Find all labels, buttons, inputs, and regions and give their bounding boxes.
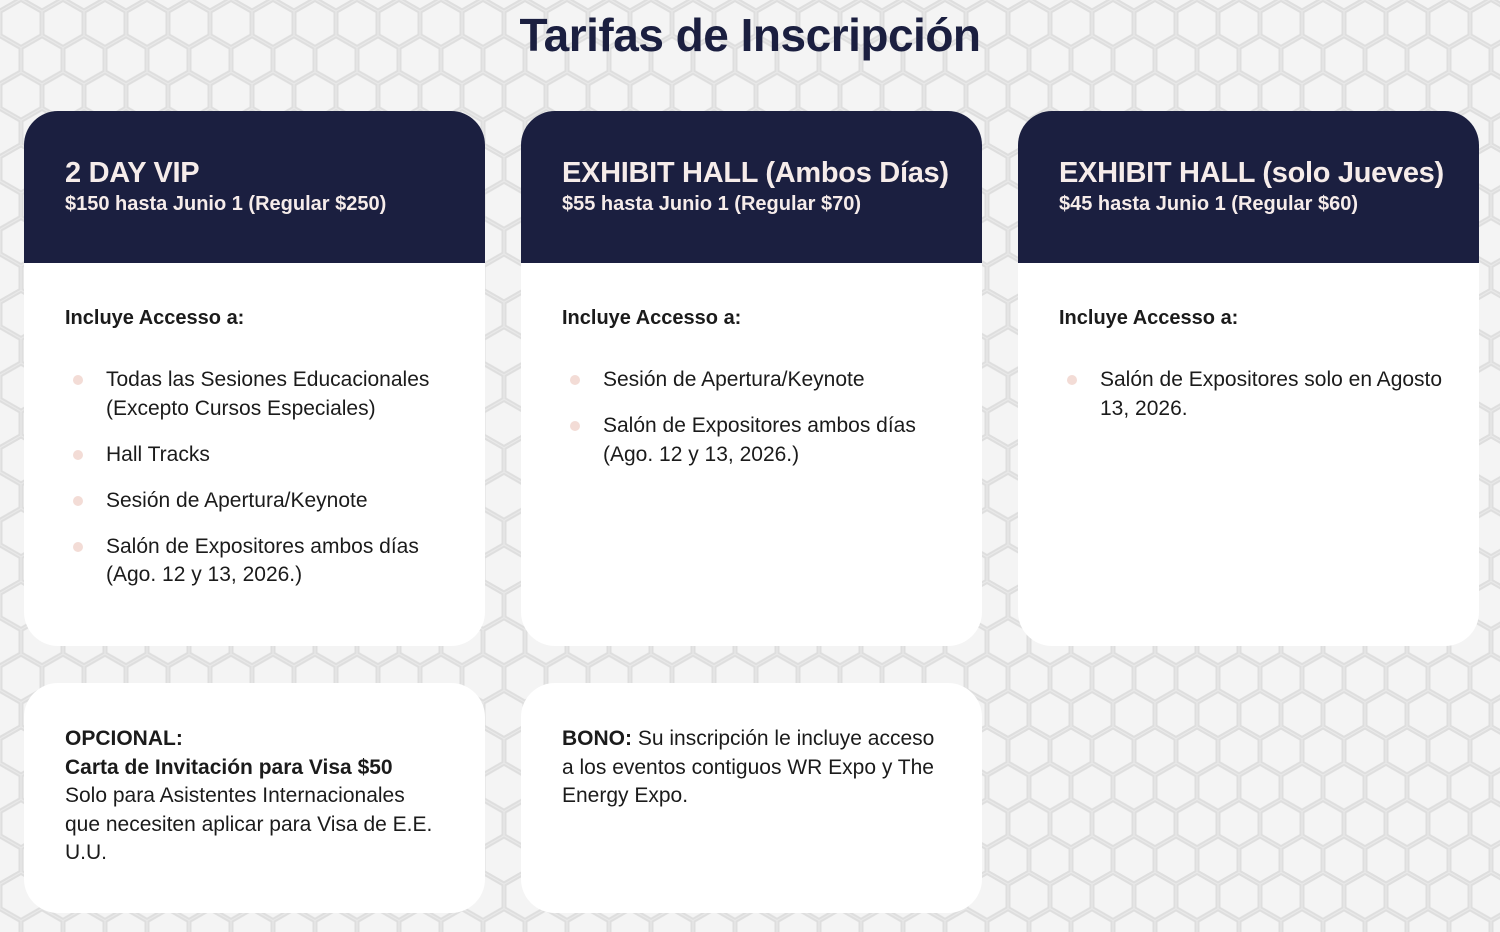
optional-item: Carta de Invitación para Visa $50 xyxy=(65,755,393,779)
feature-item xyxy=(562,366,952,395)
feature-item xyxy=(65,366,455,423)
bullet-dot-icon xyxy=(570,421,580,431)
feature-item xyxy=(65,441,455,470)
tier-price: $45 hasta Junio 1 (Regular $60) xyxy=(1059,193,1359,215)
tier-name: 2 DAY VIP xyxy=(65,157,200,189)
includes-label: Incluye Accesso a: xyxy=(65,307,245,329)
feature-text: Salón de Expositores ambos días (Ago. 12 y 13, 2026.) xyxy=(106,534,419,586)
feature-list xyxy=(1059,366,1449,423)
feature-list xyxy=(562,366,952,469)
pricing-card-body xyxy=(1018,263,1479,423)
feature-text: Todas las Sesiones Educacionales (Excepto Cursos Especiales) xyxy=(106,368,430,420)
feature-text: Salón de Expositores solo en Agosto 13, 2026. xyxy=(1100,368,1443,420)
bullet-dot-icon xyxy=(73,450,83,460)
feature-list xyxy=(65,366,455,590)
tier-price: $150 hasta Junio 1 (Regular $250) xyxy=(65,193,387,215)
bullet-dot-icon xyxy=(73,496,83,506)
tier-name: EXHIBIT HALL (Ambos Días) xyxy=(562,157,949,189)
feature-item xyxy=(1059,366,1449,423)
pricing-card-exhibit-hall-thursday xyxy=(1018,111,1479,646)
feature-item xyxy=(562,412,952,469)
feature-text: Hall Tracks xyxy=(106,442,210,466)
pricing-card-body xyxy=(521,263,982,469)
optional-visa-letter-card xyxy=(24,683,485,913)
bonus-label: BONO: xyxy=(562,727,632,750)
bonus-text: Su inscripción le incluye acceso a los eventos contiguos WR Expo y The Energy Expo. xyxy=(562,727,935,807)
optional-description: Solo para Asistentes Internacionales que necesiten aplicar para Visa de E.E. U.U. xyxy=(65,784,433,864)
tier-price: $55 hasta Junio 1 (Regular $70) xyxy=(562,193,862,215)
bullet-dot-icon xyxy=(1067,375,1077,385)
pricing-card-2-day-vip xyxy=(24,111,485,646)
tier-name: EXHIBIT HALL (solo Jueves) xyxy=(1059,157,1444,189)
pricing-card-header xyxy=(521,111,982,263)
pricing-card-header xyxy=(1018,111,1479,263)
feature-text: Sesión de Apertura/Keynote xyxy=(106,488,368,512)
pricing-card-header xyxy=(24,111,485,263)
bonus-card xyxy=(521,683,982,913)
feature-text: Salón de Expositores ambos días (Ago. 12 y 13, 2026.) xyxy=(603,414,916,466)
feature-text: Sesión de Apertura/Keynote xyxy=(603,368,865,391)
bullet-dot-icon xyxy=(570,375,580,385)
includes-label: Incluye Accesso a: xyxy=(1059,307,1239,329)
feature-item xyxy=(65,487,455,516)
page-title: Tarifas de Inscripción xyxy=(519,9,981,61)
feature-item xyxy=(65,533,455,590)
bullet-dot-icon xyxy=(73,542,83,552)
pricing-card-body xyxy=(24,263,485,590)
includes-label: Incluye Accesso a: xyxy=(562,307,742,329)
optional-label: OPCIONAL: xyxy=(65,727,183,750)
bullet-dot-icon xyxy=(73,375,83,385)
pricing-card-exhibit-hall-both-days xyxy=(521,111,982,646)
